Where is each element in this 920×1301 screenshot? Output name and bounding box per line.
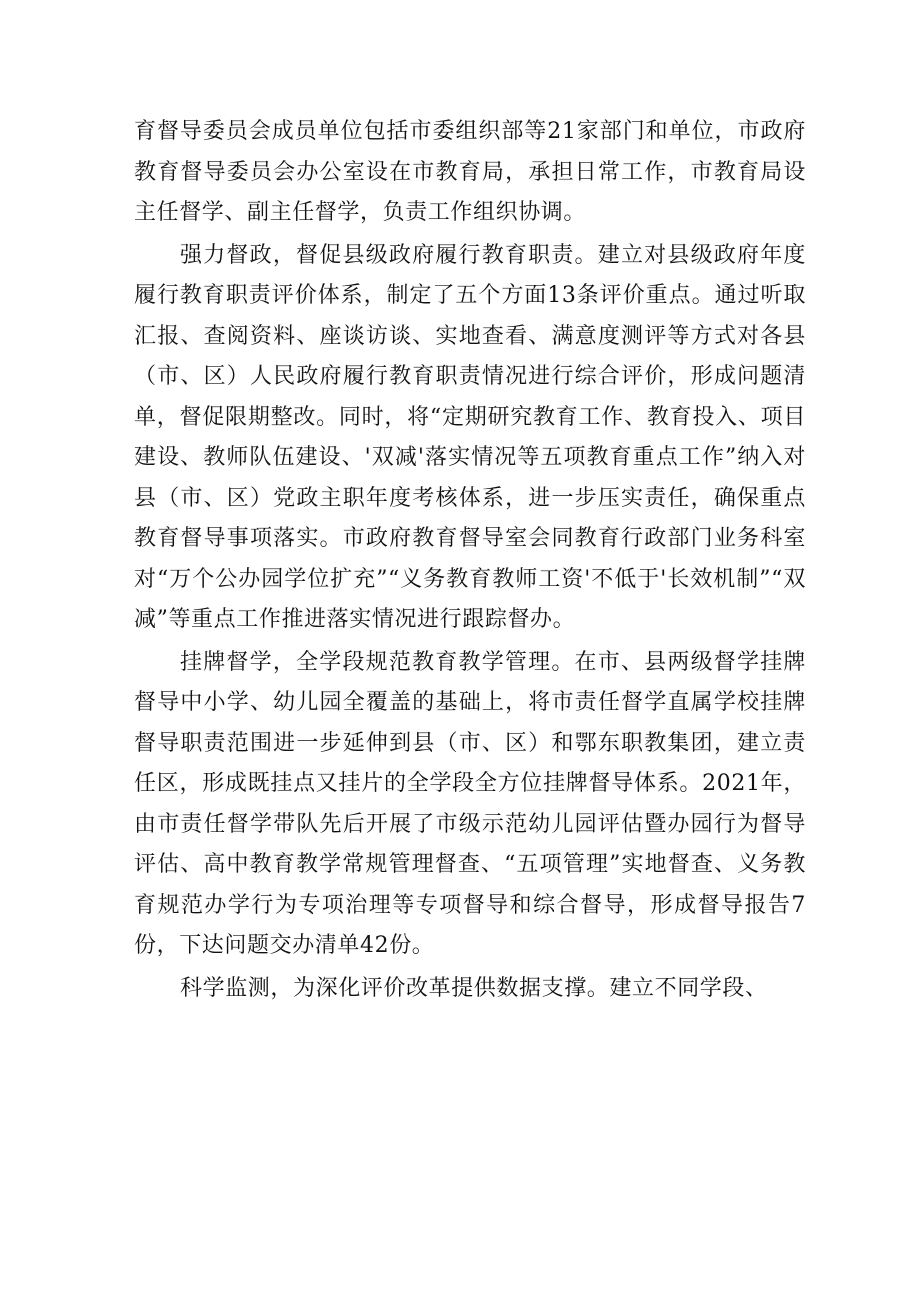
paragraph-supervision-of-government: 强力督政，督促县级政府履行教育职责。建立对县级政府年度履行教育职责评价体系，制定了五个方面13条评价重点。通过听取汇报、查阅资料、座谈访谈、实地查看、满意度测评等方式对各县（市、区）人民政府履行教育职责情况进行综合评价，形成问题清单，督促限期整改。同时，将“定期研究教育工作、教育投入、项目建设、教师队伍建设、'双减'落实情况等五项教育重点工作”纳入对县（市、区）党政主职年度考核体系，进一步压实责任，确保重点教育督导事项落实。市政府教育督导室会同教育行政部门业务科室对“万个公办园学位扩充”“义务教育教师工资'不低于'长效机制”“双减”等重点工作推进落实情况进行跟踪督办。 [134,242,806,632]
document-body [134,112,806,1009]
paragraph-scientific-monitoring: 科学监测，为深化评价改革提供数据支撑。建立不同学段、 [180,975,768,1001]
paragraph-listed-supervision: 挂牌督学，全学段规范教育教学管理。在市、县两级督学挂牌督导中小学、幼儿园全覆盖的基础上，将市责任督学直属学校挂牌督导职责范围进一步延伸到县（市、区）和鄂东职教集团，建立责任区，形成既挂点又挂片的全学段全方位挂牌督导体系。2021年，由市责任督学带队先后开展了市级示范幼儿园评估暨办园行为督导评估、高中教育教学常规管理督查、“五项管理”实地督查、义务教育规范办学行为专项治理等专项督导和综合督导，形成督导报告7份，下达问题交办清单42份。 [134,649,806,958]
paragraph-continuation: 育督导委员会成员单位包括市委组织部等21家部门和单位，市政府教育督导委员会办公室设在市教育局，承担日常工作，市教育局设主任督学、副主任督学，负责工作组织协调。 [134,119,806,225]
